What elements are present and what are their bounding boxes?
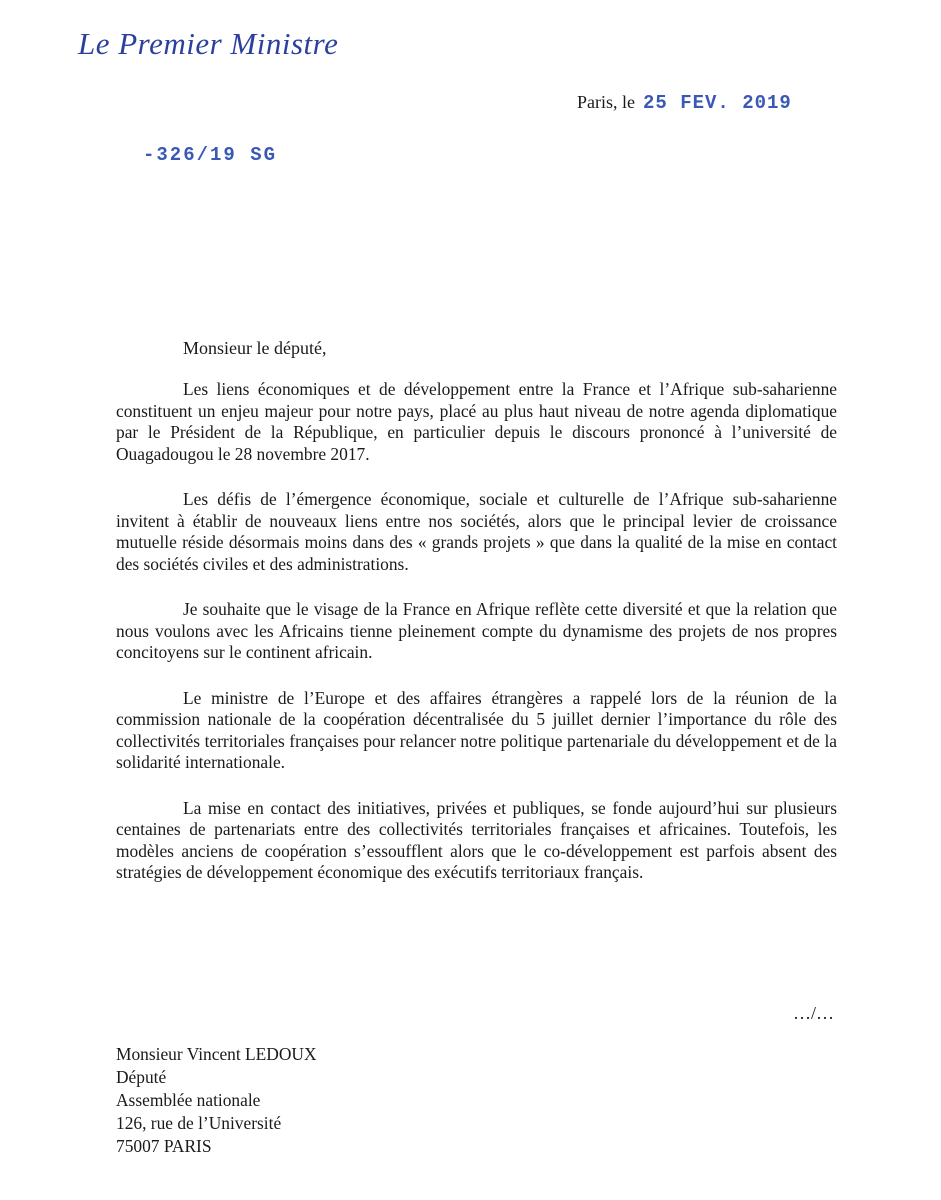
reference-number: -326/19 SG <box>143 144 278 166</box>
recipient-name: Monsieur Vincent LEDOUX <box>116 1044 317 1064</box>
date-stamp: 25 FEV. 2019 <box>643 92 792 114</box>
continuation-mark: …/… <box>793 1003 835 1023</box>
recipient-title: Député <box>116 1067 167 1087</box>
recipient-address <box>116 1043 317 1158</box>
recipient-institution: Assemblée nationale <box>116 1090 261 1110</box>
paragraph: Les liens économiques et de développement entre la France et l’Afrique sub-saharienne constituent un enjeu majeur pour notre pays, placé au plus haut niveau de notre agenda diplomatique par le Président de la République, en particulier depuis le discours prononcé à l’université de Ouagadougou le 28 novembre 2017. <box>116 379 837 464</box>
paragraph: Le ministre de l’Europe et des affaires étrangères a rappelé lors de la réunion de la commission nationale de la coopération décentralisée du 5 juillet dernier l’importance du rôle des collectivités territoriales françaises pour relancer notre politique partenariale du développement et de la solidarité internationale. <box>116 687 837 772</box>
date-prefix: Paris, le <box>577 92 635 112</box>
paragraph: Je souhaite que le visage de la France en Afrique reflète cette diversité et que la relation que nous voulons avec les Africains tienne pleinement compte du dynamisme des projets de nos propres concitoyens sur le continent africain. <box>116 599 837 662</box>
recipient-street: 126, rue de l’Université <box>116 1113 282 1133</box>
date-line <box>577 92 792 114</box>
paragraph: La mise en contact des initiatives, privées et publiques, se fonde aujourd’hui sur plusieurs centaines de partenariats entre des collectivités territoriales françaises et africaines. Toutefois, les modèles anciens de coopération s’essoufflent alors que le co-développement est parfois absent des stratégies de développement économique des exécutifs territoriaux français. <box>116 797 837 882</box>
salutation: Monsieur le député, <box>183 338 327 358</box>
recipient-city: 75007 PARIS <box>116 1136 212 1156</box>
letterhead-title: Le Premier Ministre <box>78 26 339 61</box>
letter-body <box>116 379 837 908</box>
paragraph: Les défis de l’émergence économique, sociale et culturelle de l’Afrique sub-saharienne invitent à établir de nouveaux liens entre nos sociétés, alors que le principal levier de croissance mutuelle réside désormais moins dans des « grands projets » que dans la qualité de la mise en contact des sociétés civiles et des administrations. <box>116 489 837 574</box>
